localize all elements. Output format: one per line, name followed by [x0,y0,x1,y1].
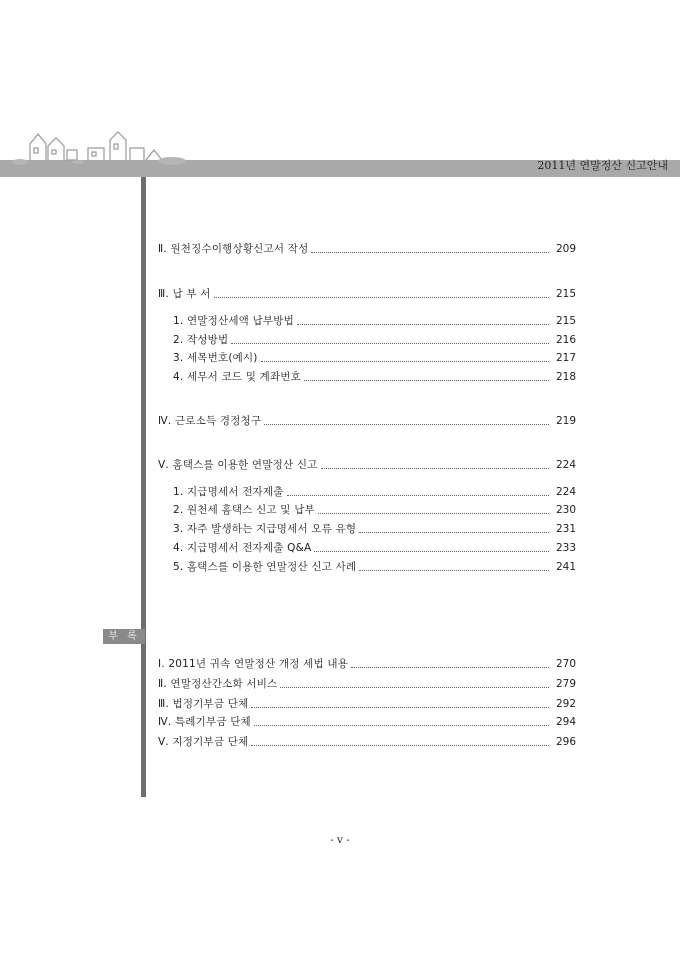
toc-entry-label: 2. 작성방법 [173,334,229,346]
leader-dots [214,297,549,298]
toc-subentry[interactable] [173,314,576,328]
appendix-entry[interactable] [158,657,576,671]
toc-entry-page: 241 [555,561,576,573]
toc-entry-label: 2. 원천세 홈택스 신고 및 납부 [173,504,315,516]
toc-entry[interactable] [158,458,576,472]
leader-dots [254,725,549,726]
toc-subentry[interactable] [173,522,576,536]
toc-subentry[interactable] [173,541,576,555]
toc-subentry[interactable] [173,503,576,517]
toc-entry-label: Ⅲ. 납 부 서 [158,288,211,300]
leader-dots [304,380,549,381]
toc-entry-page: 217 [555,352,576,364]
toc-entry-page: 219 [555,415,576,427]
leader-dots [314,551,549,552]
toc-entry-label: 5. 홈택스를 이용한 연말정산 신고 사례 [173,561,357,573]
toc-subentry[interactable] [173,370,576,384]
leader-dots [287,495,549,496]
leader-dots [264,424,549,425]
toc-entry-label: 4. 지급명세서 전자제출 Q&A [173,542,312,554]
toc-entry-page: 292 [555,698,576,710]
toc-entry-page: 231 [555,523,576,535]
toc-entry-page: 209 [555,243,576,255]
appendix-entry[interactable] [158,715,576,729]
toc-subentry[interactable] [173,333,576,347]
leader-dots [351,667,549,668]
toc-entry-page: 230 [555,504,576,516]
toc-entry-label: 3. 자주 발생하는 지급명세서 오류 유형 [173,523,357,535]
leader-dots [251,707,549,708]
toc-subentry[interactable] [173,485,576,499]
toc-entry-page: 215 [555,288,576,300]
toc-entry[interactable] [158,242,576,256]
leader-dots [311,252,549,253]
appendix-tab: 부 록 [103,629,145,644]
toc-entry-page: 296 [555,736,576,748]
toc-entry-label: 4. 세무서 코드 및 계좌번호 [173,371,301,383]
leader-dots [321,468,549,469]
toc-entry-page: 233 [555,542,576,554]
leader-dots [359,570,549,571]
toc-entry[interactable] [158,414,576,428]
toc-entry-page: 224 [555,459,576,471]
toc-entry-page: 216 [555,334,576,346]
toc-entry-label: Ⅰ. 2011년 귀속 연말정산 개정 세법 내용 [158,658,349,670]
vertical-bar [141,177,146,797]
toc-entry-label: Ⅴ. 지정기부금 단체 [158,736,249,748]
toc-entry-label: Ⅲ. 법정기부금 단체 [158,698,249,710]
leader-dots [297,324,549,325]
toc-subentry[interactable] [173,351,576,365]
header-title: 2011년 연말정산 신고안내 [537,159,668,172]
page-number: - v - [330,834,350,846]
toc-entry-page: 215 [555,315,576,327]
leader-dots [231,343,549,344]
leader-dots [280,687,549,688]
leader-dots [318,513,549,514]
houses-decoration-icon [12,126,187,168]
leader-dots [251,745,549,746]
toc-entry-page: 294 [555,716,576,728]
toc-entry-label: 1. 지급명세서 전자제출 [173,486,284,498]
toc-entry-page: 270 [555,658,576,670]
toc-entry-label: 3. 세목번호(예시) [173,352,258,364]
appendix-entry[interactable] [158,697,576,711]
toc-entry-label: Ⅴ. 홈택스를 이용한 연말정산 신고 [158,459,318,471]
toc-entry[interactable] [158,287,576,301]
toc-subentry[interactable] [173,560,576,574]
toc-entry-page: 279 [555,678,576,690]
leader-dots [261,361,549,362]
toc-entry-label: Ⅳ. 근로소득 경정청구 [158,415,262,427]
toc-entry-label: Ⅱ. 원천징수이행상황신고서 작성 [158,243,309,255]
appendix-entry[interactable] [158,677,576,691]
toc-entry-label: Ⅱ. 연말정산간소화 서비스 [158,678,278,690]
toc-entry-label: Ⅳ. 특례기부금 단체 [158,716,251,728]
toc-entry-page: 218 [555,371,576,383]
appendix-entry[interactable] [158,735,576,749]
leader-dots [359,532,549,533]
toc-entry-page: 224 [555,486,576,498]
toc-entry-label: 1. 연말정산세액 납부방법 [173,315,294,327]
